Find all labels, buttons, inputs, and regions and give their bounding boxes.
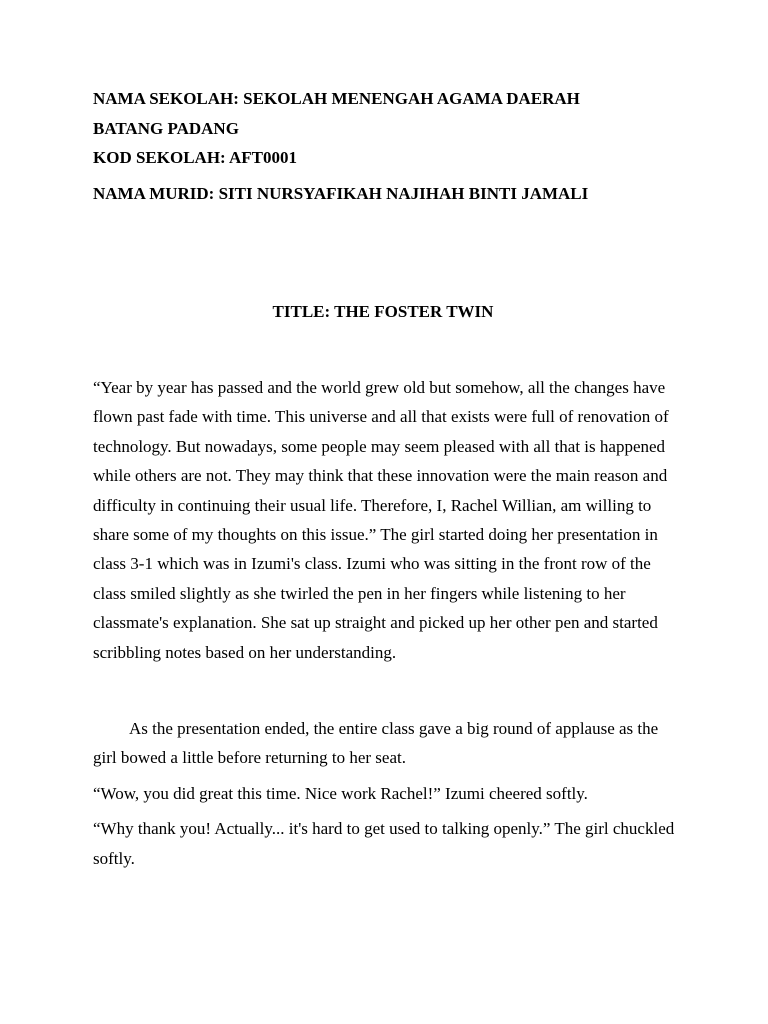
- paragraph: “Why thank you! Actually... it's hard to get used to talking openly.” The girl chuckled softly.: [93, 819, 675, 868]
- paragraph: “Wow, you did great this time. Nice work Rachel!” Izumi cheered softly.: [93, 783, 588, 803]
- school-name-line-1: NAMA SEKOLAH: SEKOLAH MENENGAH AGAMA DAERAH: [93, 89, 580, 108]
- paragraph: “Year by year has passed and the world grew old but somehow, all the changes have flown past fade with time. This universe and all that exists were full of renovation of technology. But nowadays, some people may seem pleased with all that is happened while others are not. They may think that these innovation were the main reason and difficulty in continuing their usual life. Therefore, I, Rachel Willian, am willing to share some of my thoughts on this issue.” The girl started doing her presentation in class 3-1 which was in Izumi's class. Izumi who was sitting in the front row of the class smiled slightly as she twirled the pen in her fingers while listening to her classmate's explanation. She sat up straight and picked up her other pen and started scribbling notes based on her understanding.: [93, 378, 669, 662]
- document-page: [93, 84, 683, 873]
- school-code: KOD SEKOLAH: AFT0001: [93, 148, 298, 167]
- school-name-line-2: BATANG PADANG: [93, 118, 239, 138]
- paragraph: As the presentation ended, the entire class gave a big round of applause as the girl bowed a little before returning to her seat.: [93, 719, 659, 768]
- document-header: [93, 84, 683, 208]
- student-name: NAMA MURID: SITI NURSYAFIKAH NAJIHAH BINTI JAMALI: [93, 183, 589, 203]
- story-title: TITLE: THE FOSTER TWIN: [272, 302, 494, 321]
